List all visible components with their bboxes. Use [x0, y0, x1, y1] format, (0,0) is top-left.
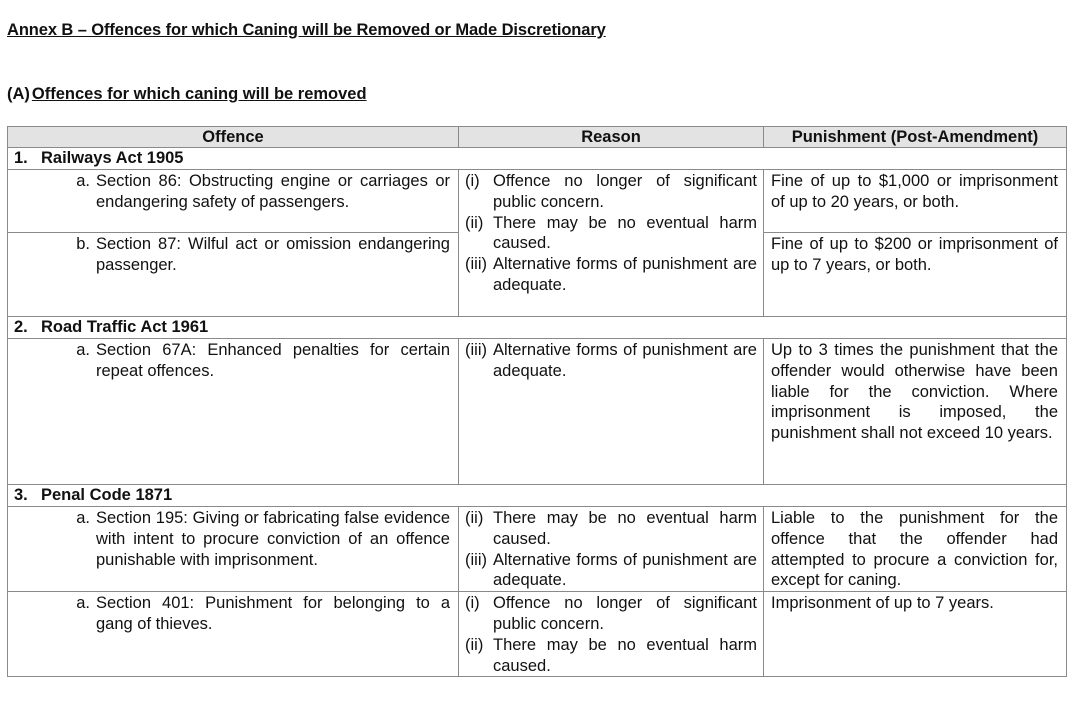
punishment-cell	[764, 507, 1067, 592]
punishment-text: Up to 3 times the punishment that the offender would otherwise have been liable for the conviction. Where imprisonment is imposed, the punishment shall not exceed 10 years.	[771, 341, 1058, 443]
reason-item	[465, 213, 757, 255]
punishment-cell	[764, 170, 1067, 233]
group-heading-row	[8, 317, 1067, 339]
offence-cell	[8, 592, 459, 677]
reason-text: Offence no longer of significant public concern.	[493, 172, 757, 211]
header-punishment: Punishment (Post-Amendment)	[764, 127, 1067, 148]
reason-number: (iii)	[465, 341, 487, 359]
offences-table	[7, 126, 1067, 677]
table-row	[8, 507, 1067, 592]
reason-cell	[459, 592, 764, 677]
punishment-text: Liable to the punishment for the offence that the offender had attempted to procure a conviction for, except for caning.	[771, 509, 1058, 590]
reason-number: (i)	[465, 172, 480, 190]
group-number: 2.	[14, 318, 28, 336]
offence-text: Section 87: Wilful act or omission endangering passenger.	[96, 235, 450, 274]
offence-text: Section 67A: Enhanced penalties for certain repeat offences.	[96, 341, 450, 380]
group-title: Penal Code 1871	[41, 486, 173, 504]
group-heading-row	[8, 485, 1067, 507]
reason-number: (ii)	[465, 509, 484, 527]
offence-text: Section 86: Obstructing engine or carriages or endangering safety of passengers.	[96, 172, 450, 211]
punishment-cell	[764, 339, 1067, 485]
group-heading	[8, 148, 1067, 170]
group-heading	[8, 485, 1067, 507]
group-heading-row	[8, 148, 1067, 170]
header-offence: Offence	[8, 127, 459, 148]
reason-item	[465, 550, 757, 592]
group-number: 1.	[14, 149, 28, 167]
reason-text: Alternative forms of punishment are adequate.	[493, 341, 757, 380]
punishment-text: Fine of up to $200 or imprisonment of up to 7 years, or both.	[771, 235, 1058, 274]
section-label: (A)	[7, 85, 30, 103]
item-letter: a.	[76, 172, 90, 190]
reason-cell	[459, 170, 764, 317]
offence-cell	[8, 339, 459, 485]
table-header-row	[8, 127, 1067, 148]
offence-text: Section 401: Punishment for belonging to a gang of thieves.	[96, 594, 450, 633]
reason-item	[465, 340, 757, 382]
group-title: Railways Act 1905	[41, 149, 184, 167]
table-row	[8, 339, 1067, 485]
reason-text: There may be no eventual harm caused.	[493, 509, 757, 548]
punishment-cell	[764, 233, 1067, 317]
group-heading	[8, 317, 1067, 339]
reason-text: There may be no eventual harm caused.	[493, 635, 757, 675]
item-letter: a.	[76, 594, 90, 613]
punishment-text: Fine of up to $1,000 or imprisonment of up to 20 years, or both.	[771, 172, 1058, 211]
item-letter: b.	[76, 235, 90, 253]
item-letter: a.	[76, 509, 90, 527]
offence-cell	[8, 507, 459, 592]
table-row	[8, 592, 1067, 677]
reason-text: Alternative forms of punishment are adequate.	[493, 255, 757, 294]
reason-item	[465, 254, 757, 296]
reason-cell	[459, 339, 764, 485]
reason-number: (i)	[465, 594, 480, 613]
reason-item	[465, 593, 757, 635]
header-reason: Reason	[459, 127, 764, 148]
reason-text: Alternative forms of punishment are adequate.	[493, 550, 757, 590]
reason-text: There may be no eventual harm caused.	[493, 213, 757, 253]
table-row	[8, 170, 1067, 233]
reason-item	[465, 171, 757, 213]
reason-number: (ii)	[465, 213, 484, 232]
reason-text: Offence no longer of significant public concern.	[493, 594, 757, 633]
reason-number: (iii)	[465, 255, 487, 274]
reason-number: (ii)	[465, 635, 484, 654]
section-heading	[7, 85, 367, 104]
punishment-cell	[764, 592, 1067, 677]
reason-item	[465, 635, 757, 677]
reason-number: (iii)	[465, 550, 487, 569]
group-number: 3.	[14, 486, 28, 504]
reason-item	[465, 508, 757, 550]
document-title: Annex B – Offences for which Caning will be Removed or Made Discretionary	[7, 21, 606, 39]
offence-text: Section 195: Giving or fabricating false evidence with intent to procure conviction of an offence punishable with imprisonment.	[96, 509, 450, 569]
offence-cell	[8, 170, 459, 233]
section-heading-text: Offences for which caning will be removed	[31, 85, 367, 103]
group-title: Road Traffic Act 1961	[41, 318, 209, 336]
offence-cell	[8, 233, 459, 317]
punishment-text: Imprisonment of up to 7 years.	[771, 594, 994, 613]
item-letter: a.	[76, 341, 90, 359]
reason-cell	[459, 507, 764, 592]
